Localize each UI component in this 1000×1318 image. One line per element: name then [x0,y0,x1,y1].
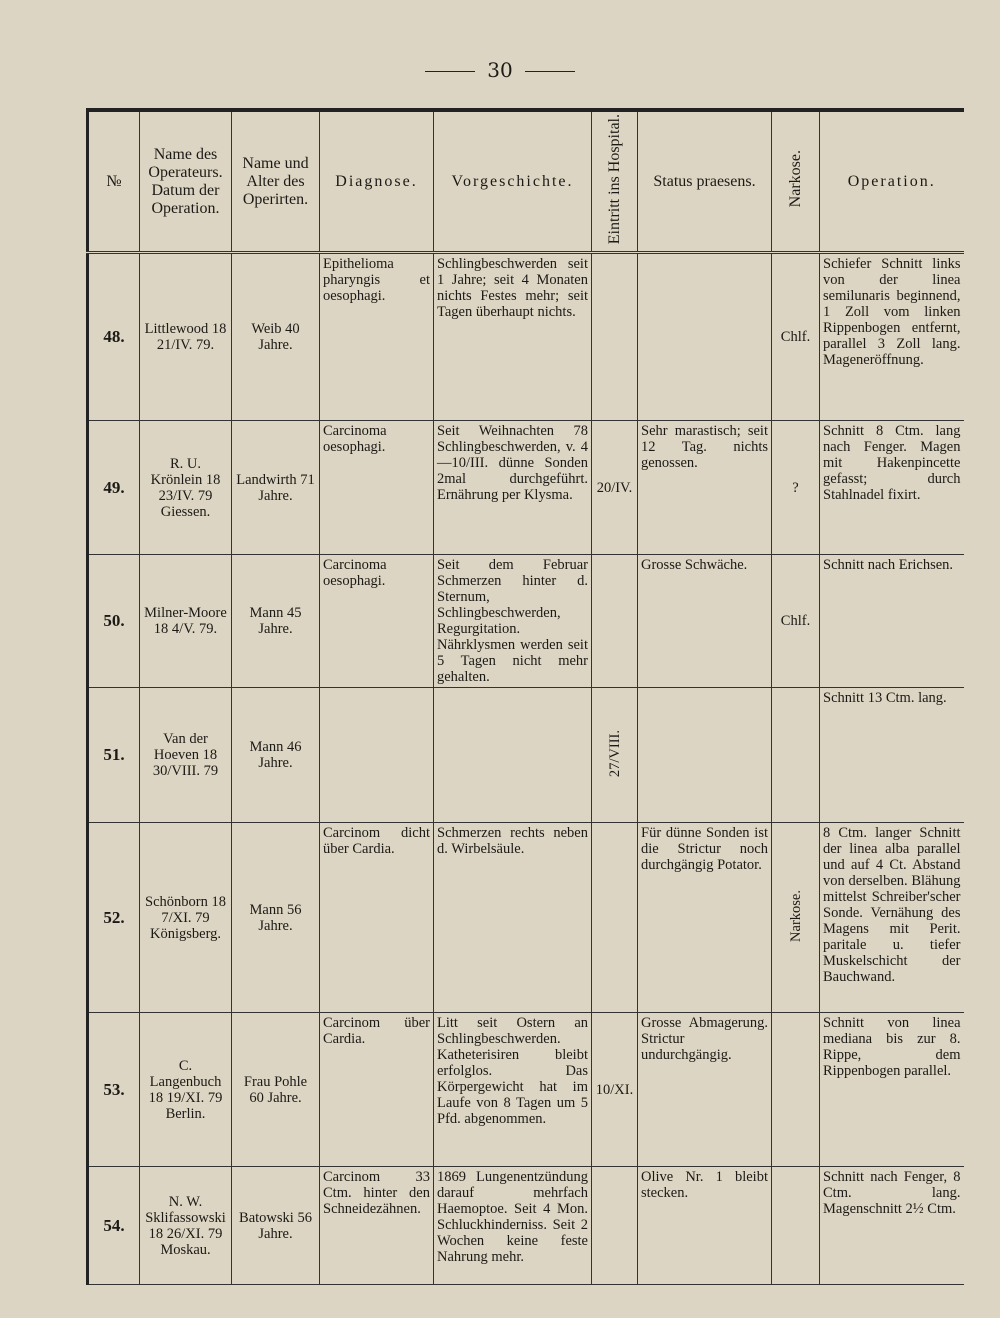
narcosis-cell: Chlf. [772,555,820,688]
page-number-rule-right [525,71,575,72]
patient-cell: Mann 56 Jahre. [232,823,320,1013]
status-cell: Für dünne Sonden ist die Strictur noch durchgängig Potator. [638,823,772,1013]
operator-cell: C. Langenbuch 18 19/XI. 79 Berlin. [140,1013,232,1167]
admission-cell [592,1167,638,1285]
patient-cell: Batowski 56 Jahre. [232,1167,320,1285]
operation-cell: Schnitt nach Erichsen. [820,555,964,688]
patient-cell: Landwirth 71 Jahre. [232,421,320,555]
history-cell: Seit dem Februar Schmerzen hinter d. Sternum, Schlingbeschwerden, Regurgitation. Nährklysmen werden seit 5 Tagen nicht mehr gehalten. [434,555,592,688]
table-row [88,421,964,555]
history-cell: Litt seit Ostern an Schlingbeschwerden. Katheterisiren bleibt erfolglos. Das Körpergewicht hat im Laufe von 8 Tagen um 5 Pfd. abgenommen. [434,1013,592,1167]
operator-cell: Littlewood 18 21/IV. 79. [140,253,232,421]
admission-cell [592,688,638,823]
status-cell: Sehr marastisch; seit 12 Tag. nichts genossen. [638,421,772,555]
status-cell [638,688,772,823]
header-admission [592,110,638,253]
narcosis-cell [772,1013,820,1167]
case-number: 50. [88,555,140,688]
diagnosis-cell: Carcinom dicht über Cardia. [320,823,434,1013]
operator-cell: Van der Hoeven 18 30/VIII. 79 [140,688,232,823]
case-number: 54. [88,1167,140,1285]
operation-cell: Schnitt 8 Ctm. lang nach Fenger. Magen mit Hakenpincette gefasst; durch Stahlnadel fixirt. [820,421,964,555]
case-number: 51. [88,688,140,823]
page-number-rule-left [425,71,475,72]
table-row [88,688,964,823]
operation-cell: Schiefer Schnitt links von der linea semilunaris beginnend, 1 Zoll vom linken Rippenbogen entfernt, parallel 3 Zoll lang. Mageneröffnung. [820,253,964,421]
admission-cell: 20/IV. [592,421,638,555]
operation-cell: Schnitt nach Fenger, 8 Ctm. lang. Magenschnitt 2½ Ctm. [820,1167,964,1285]
header-admission-text: Eintritt ins Hospital. [605,114,623,245]
status-cell [638,253,772,421]
header-operator: Name des Operateurs. Datum der Operation. [140,110,232,253]
patient-cell: Mann 46 Jahre. [232,688,320,823]
admission-cell: 10/XI. [592,1013,638,1167]
narcosis-cell: Chlf. [772,253,820,421]
header-row [88,110,964,253]
operator-cell: N. W. Sklifassowski 18 26/XI. 79 Moskau. [140,1167,232,1285]
narcosis-cell [772,1167,820,1285]
header-operation: Operation. [820,110,964,253]
table-row [88,253,964,421]
table-body [88,253,964,1285]
operation-cell: 8 Ctm. langer Schnitt der linea alba parallel und auf 4 Ct. Abstand von derselben. Blähung mittelst Schreiber'scher Sonde. Vernähung des Magens mit Perit. paritale u. tiefer Muskelschicht der Bauchwand. [820,823,964,1013]
diagnosis-cell: Carcinom 33 Ctm. hinter den Schneidezähnen. [320,1167,434,1285]
case-number: 49. [88,421,140,555]
patient-cell: Frau Pohle 60 Jahre. [232,1013,320,1167]
operator-cell: Milner-Moore 18 4/V. 79. [140,555,232,688]
header-narcosis [772,110,820,253]
header-diagnosis: Diagnose. [320,110,434,253]
admission-cell [592,253,638,421]
status-cell: Grosse Abmagerung. Strictur undurchgängig. [638,1013,772,1167]
case-number: 53. [88,1013,140,1167]
case-number: 52. [88,823,140,1013]
header-patient: Name und Alter des Operirten. [232,110,320,253]
page-number [0,58,1000,82]
narcosis-cell [772,823,820,1013]
history-cell: Schlingbeschwerden seit 1 Jahre; seit 4 Monaten nichts Festes mehr; seit Tagen überhaupt nichts. [434,253,592,421]
operation-cell: Schnitt von linea mediana bis zur 8. Rippe, dem Rippenbogen parallel. [820,1013,964,1167]
header-narcosis-text: Narkose. [786,150,804,208]
status-cell: Olive Nr. 1 bleibt stecken. [638,1167,772,1285]
admission-cell [592,823,638,1013]
status-cell: Grosse Schwäche. [638,555,772,688]
narcosis-cell [772,688,820,823]
admission-cell-text: 27/VIII. [606,729,623,777]
diagnosis-cell: Carcinoma oesophagi. [320,421,434,555]
narcosis-cell: ? [772,421,820,555]
patient-cell: Weib 40 Jahre. [232,253,320,421]
diagnosis-cell: Carcinom über Cardia. [320,1013,434,1167]
case-number: 48. [88,253,140,421]
table-row [88,1167,964,1285]
table-row [88,823,964,1013]
diagnosis-cell: Carcinoma oesophagi. [320,555,434,688]
history-cell: Seit Weihnachten 78 Schlingbeschwerden, v. 4—10/III. dünne Sonden 2mal durchgeführt. Ernährung per Klysma. [434,421,592,555]
history-cell: Schmerzen rechts neben d. Wirbelsäule. [434,823,592,1013]
history-cell: 1869 Lungenentzündung darauf mehrfach Haemoptoe. Seit 4 Mon. Schluckhinderniss. Seit 2 Wochen keine feste Nahrung mehr. [434,1167,592,1285]
header-status: Status praesens. [638,110,772,253]
narcosis-cell-text: Narkose. [787,889,804,942]
diagnosis-cell [320,688,434,823]
diagnosis-cell: Epithelioma pharyngis et oesophagi. [320,253,434,421]
operator-cell: R. U. Krönlein 18 23/IV. 79 Giessen. [140,421,232,555]
operation-cell: Schnitt 13 Ctm. lang. [820,688,964,823]
table-row [88,555,964,688]
page-number-text: 30 [487,58,513,82]
history-cell [434,688,592,823]
patient-cell: Mann 45 Jahre. [232,555,320,688]
case-table [86,108,964,1285]
admission-cell [592,555,638,688]
header-history: Vorgeschichte. [434,110,592,253]
operator-cell: Schönborn 18 7/XI. 79 Königsberg. [140,823,232,1013]
table-row [88,1013,964,1167]
header-no: № [88,110,140,253]
